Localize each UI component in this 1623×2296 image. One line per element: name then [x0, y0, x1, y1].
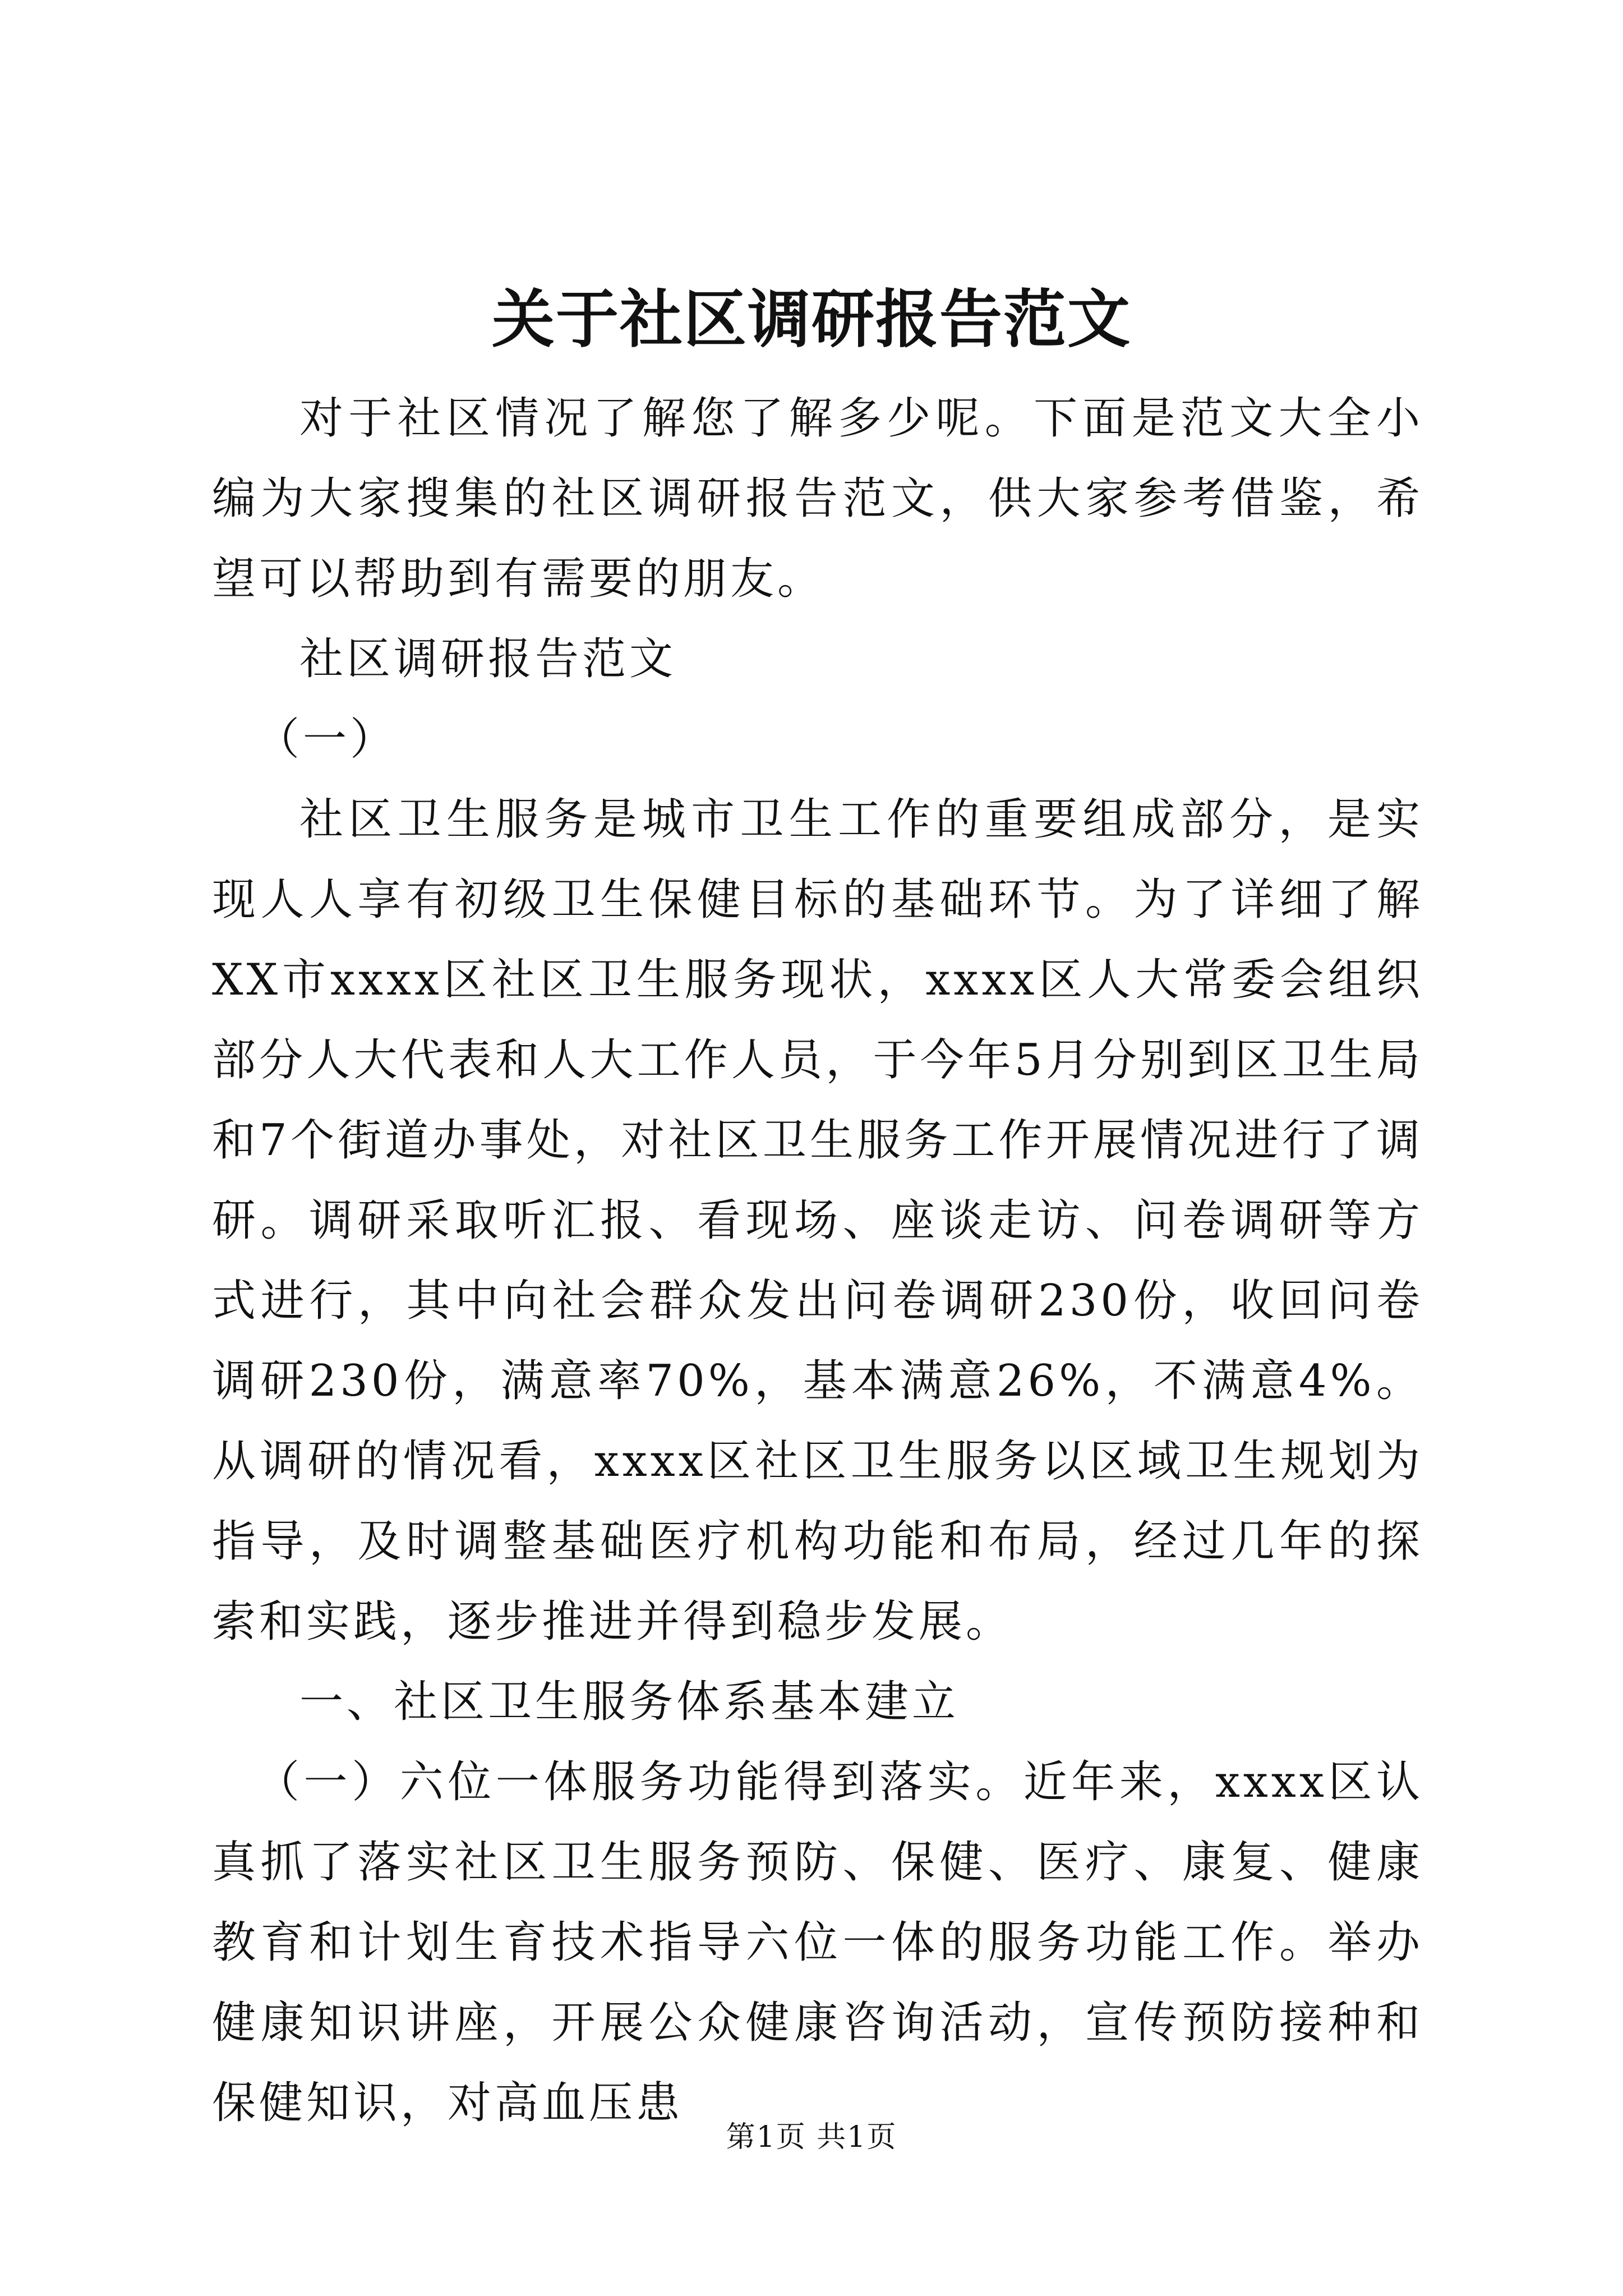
- intro-paragraph: 对于社区情况了解您了解多少呢。下面是范文大全小编为大家搜集的社区调研报告范文，供大家参考借鉴，希望可以帮助到有需要的朋友。: [212, 393, 1423, 604]
- section-number: （一）: [256, 714, 398, 765]
- page-footer: 第1页 共1页: [726, 2120, 897, 2154]
- body-paragraph: 社区卫生服务是城市卫生工作的重要组成部分，是实现人人享有初级卫生保健目标的基础环节。为了详细了解XX市xxxx区社区卫生服务现状，xxxx区人大常委会组织部分人大代表和人大工作人员，于今年5月分别到区卫生局和7个街道办事处，对社区卫生服务工作开展情况进行了调研。调研采取听汇报、看现场、座谈走访、问卷调研等方式进行，其中向社会群众发出问卷调研230份，收回问卷调研230份，满意率70%，基本满意26%，不满意4%。从调研的情况看，xxxx区社区卫生服务以区域卫生规划为指导，及时调整基础医疗机构功能和布局，经过几年的探索和实践，逐步推进并得到稳步发展。: [212, 794, 1423, 1647]
- document-title: 关于社区调研报告范文: [492, 283, 1131, 356]
- section-heading: 社区调研报告范文: [299, 634, 677, 684]
- document-body: [212, 379, 1423, 2143]
- subsection-heading: 一、社区卫生服务体系基本建立: [299, 1677, 960, 1727]
- body-paragraph: （一）六位一体服务功能得到落实。近年来，xxxx区认真抓了落实社区卫生服务预防、保健、医疗、康复、健康教育和计划生育技术指导六位一体的服务功能工作。举办健康知识讲座，开展公众健康咨询活动，宣传预防接种和保健知识，对高血压患: [212, 1757, 1423, 2128]
